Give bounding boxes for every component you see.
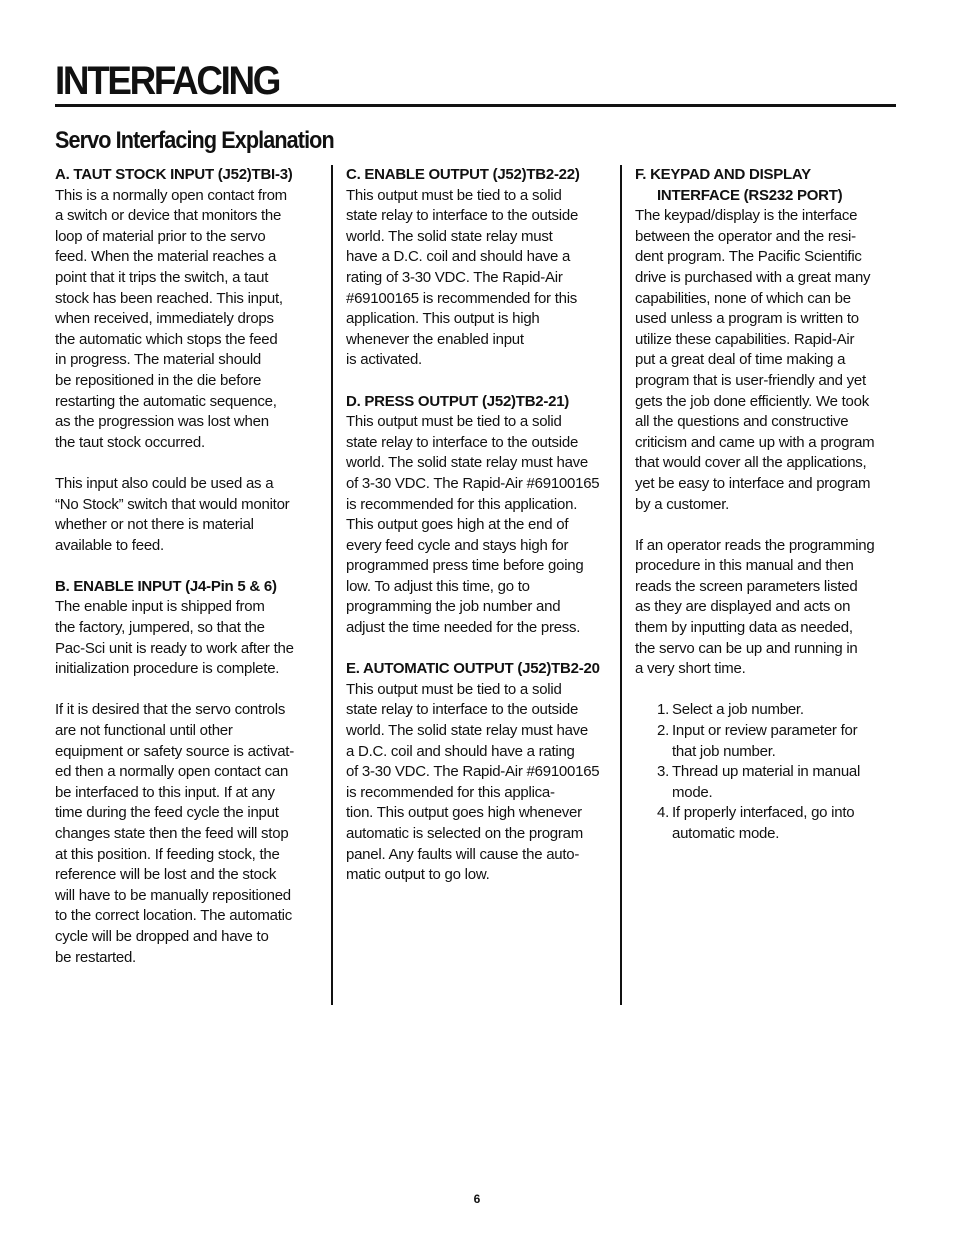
paragraph-keypad-1: The keypad/display is the interface between the operator and the resi- dent program. The Pacific Scientific drive is purchased with a great many capabilities, none of which can be used unless a program is written to utilize these capabilities. Rapid-Air put a great deal of time making a program that is user-friendly and yet gets the job done efficiently. We took all the questions and constructive criticism and came up with a program that would cover all the applications, yet be easy to interface and program by a customer. <box>635 207 875 513</box>
list-item <box>657 721 897 762</box>
paragraph-enable-input-1: The enable input is shipped from the factory, jumpered, so that the Pac-Sci unit is ready to work after the initialization procedure is complete. <box>55 598 294 678</box>
step-number: 4. <box>657 804 670 822</box>
column-divider-2 <box>620 165 622 1005</box>
column-right <box>635 165 897 845</box>
step-text: Select a job number. <box>672 701 804 719</box>
heading-automatic-output: E. AUTOMATIC OUTPUT (J52)TB2-20 <box>346 660 600 678</box>
paragraph-taut-stock-2: This input also could be used as a “No Stock” switch that would monitor whether or not there is material available to feed. <box>55 474 290 554</box>
column-left <box>55 165 317 968</box>
list-item <box>657 700 897 721</box>
column-middle <box>346 165 608 886</box>
page-title: INTERFACING <box>55 59 280 103</box>
paragraph-enable-input-2: If it is desired that the servo controls are not functional until other equipment or safety source is activat- ed then a normally open contact can be interfaced to this input. If at any time during the feed cycle the input changes state then the feed will stop at this position. If feeding stock, the reference will be lost and the stock will have to be manually repositioned to the correct location. The automatic cycle will be dropped and have to be restarted. <box>55 701 294 966</box>
step-number: 2. <box>657 722 670 740</box>
step-number: 3. <box>657 763 670 781</box>
step-text: Thread up material in manual mode. <box>672 763 861 801</box>
heading-keypad-display-interface: F. KEYPAD AND DISPLAY INTERFACE (RS232 PORT) <box>635 166 843 204</box>
paragraph-taut-stock-1: This is a normally open contact from a switch or device that monitors the loop of material prior to the servo feed. When the material reaches a point that it trips the switch, a taut stock has been reached. This input, when received, immediately drops the automatic which stops the feed in progress. The material should be repositioned in the die before restarting the automatic sequence, as the progression was lost when the taut stock occurred. <box>55 186 287 451</box>
paragraph-automatic-output: This output must be tied to a solid state relay to interface to the outside world. The solid state relay must have a D.C. coil and should have a rating of 3-30 VDC. The Rapid-Air #69100165 is recommended for this applica- tion. This output goes high whenever automatic is selected on the program panel. Any faults will cause the auto- matic output to go low. <box>346 680 600 884</box>
heading-enable-output: C. ENABLE OUTPUT (J52)TB2-22) <box>346 166 580 183</box>
steps-list <box>635 700 897 844</box>
paragraph-press-output: This output must be tied to a solid state relay to interface to the outside world. The solid state relay must have of 3-30 VDC. The Rapid-Air #69100165 is recommended for this application. This output goes high at the end of every feed cycle and stays high for programmed press time before going low. To adjust this time, go to programming the job number and adjust the time needed for the press. <box>346 413 600 637</box>
section-title: Servo Interfacing Explanation <box>55 127 334 154</box>
page-number: 6 <box>473 1192 481 1206</box>
step-number: 1. <box>657 701 670 719</box>
step-text: Input or review parameter for that job number. <box>672 722 858 760</box>
heading-enable-input: B. ENABLE INPUT (J4-Pin 5 & 6) <box>55 577 277 595</box>
heading-taut-stock-input: A. TAUT STOCK INPUT (J52)TBI-3) <box>55 166 293 183</box>
list-item <box>657 803 897 844</box>
title-rule <box>55 104 896 107</box>
paragraph-keypad-2: If an operator reads the programming procedure in this manual and then reads the screen parameters listed as they are displayed and acts on them by inputting data as needed, the servo can be up and running in a very short time. <box>635 536 875 678</box>
paragraph-enable-output: This output must be tied to a solid state relay to interface to the outside world. The solid state relay must have a D.C. coil and should have a rating of 3-30 VDC. The Rapid-Air #69100165 is recommended for this application. This output is high whenever the enabled input is activated. <box>346 186 579 369</box>
heading-press-output: D. PRESS OUTPUT (J52)TB2-21) <box>346 392 570 410</box>
step-text: If properly interfaced, go into automatic mode. <box>672 804 855 842</box>
column-divider-1 <box>331 165 333 1005</box>
list-item <box>657 762 897 803</box>
